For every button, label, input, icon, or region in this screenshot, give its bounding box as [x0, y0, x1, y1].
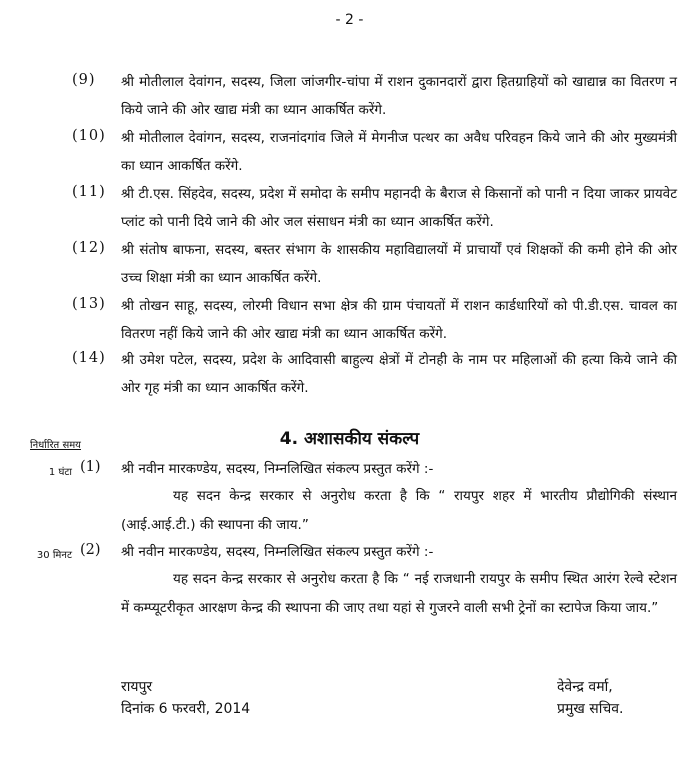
resolution-intro: श्री नवीन मारकण्डेय, सदस्य, निम्नलिखित संकल्प प्रस्तुत करेंगे :- — [121, 461, 434, 477]
section-title: 4. अशासकीय संकल्प — [279, 429, 420, 449]
resolution-body: यह सदन केन्द्र सरकार से अनुरोध करता है कि “ रायपुर शहर में भारतीय प्रौद्योगिकी संस्थान (आई.आई.टी.) की स्थापना की जाय.” — [121, 488, 677, 533]
item-number: (10) — [72, 128, 106, 144]
resolution-time: 30 मिनट — [36, 550, 72, 561]
resolution-time: 1 घंटा — [48, 467, 72, 478]
item-text: श्री मोतीलाल देवांगन, सदस्य, जिला जांजगीर-चांपा में राशन दुकानदारों द्वारा हितग्राहियों को खाद्यान्न का वितरण न किये जाने की ओर खाद्य मंत्री का ध्यान आकर्षित करेंगे. — [121, 74, 677, 118]
time-allotted-heading: निर्धारित समय — [30, 440, 81, 451]
item-number: (9) — [72, 72, 96, 88]
item-text: श्री टी.एस. सिंहदेव, सदस्य, प्रदेश में समोदा के समीप महानदी के बैराज से किसानों को पानी न दिया जाकर प्रायवेट प्लांट को पानी दिये जाने की ओर जल संसाधन मंत्री का ध्यान आकर्षित करेंगे. — [121, 186, 677, 230]
resolution-number: (1) — [80, 459, 101, 475]
page-number: - 2 - — [335, 12, 364, 28]
item-text: श्री मोतीलाल देवांगन, सदस्य, राजनांदगांव जिले में मेगनीज पत्थर का अवैध परिवहन किये जाने की ओर मुख्यमंत्री का ध्यान आकर्षित करेंगे. — [121, 130, 677, 174]
item-number: (12) — [72, 240, 106, 256]
item-text: श्री उमेश पटेल, सदस्य, प्रदेश के आदिवासी बाहुल्य क्षेत्रों में टोनही के नाम पर महिलाओं की हत्या किये जाने की ओर गृह मंत्री का ध्यान आकर्षित करेंगे. — [121, 352, 677, 396]
signatory-title: प्रमुख सचिव. — [557, 701, 624, 717]
resolution-body: यह सदन केन्द्र सरकार से अनुरोध करता है कि “ नई राजधानी रायपुर के समीप स्थित आरंग रेल्वे स्टेशन में कम्प्यूटरीकृत आरक्षण केन्द्र की स्थापना की जाए तथा यहां से गुजरने वाली सभी ट्रेनों का स्टापेज किया जाय.” — [121, 571, 677, 616]
date: दिनांक 6 फरवरी, 2014 — [121, 701, 251, 717]
resolution-number: (2) — [80, 542, 101, 558]
place: रायपुर — [121, 679, 153, 695]
resolution-intro: श्री नवीन मारकण्डेय, सदस्य, निम्नलिखित संकल्प प्रस्तुत करेंगे :- — [121, 544, 434, 560]
item-number: (11) — [72, 184, 106, 200]
signatory-name: देवेन्द्र वर्मा, — [557, 679, 613, 695]
item-text: श्री तोखन साहू, सदस्य, लोरमी विधान सभा क्षेत्र की ग्राम पंचायतों में राशन कार्डधारियों को पी.डी.एस. चावल का वितरण नहीं किये जाने की ओर खाद्य मंत्री का ध्यान आकर्षित करेंगे. — [121, 298, 677, 342]
item-number: (14) — [72, 350, 106, 366]
item-number: (13) — [72, 296, 106, 312]
item-text: श्री संतोष बाफना, सदस्य, बस्तर संभाग के शासकीय महाविद्यालयों में प्राचार्यों एवं शिक्षकों की कमी होने की ओर उच्च शिक्षा मंत्री का ध्यान आकर्षित करेंगे. — [121, 242, 677, 286]
